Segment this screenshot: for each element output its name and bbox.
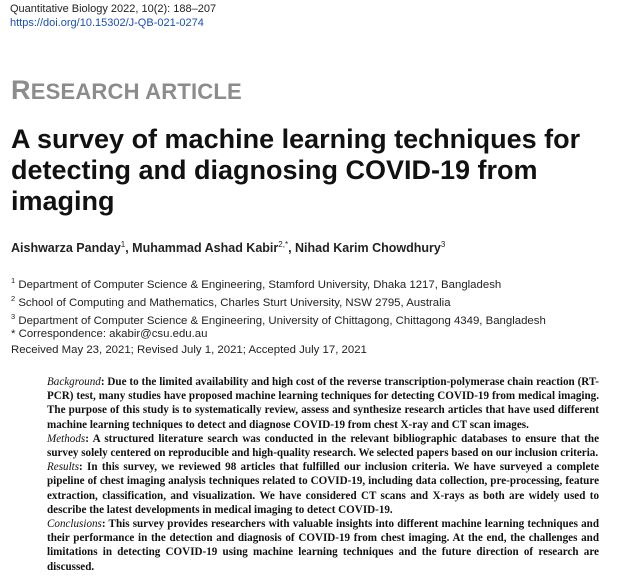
affiliation-text: School of Computing and Mathematics, Charles Sturt University, NSW 2795, Australia [15,296,451,309]
affiliation-line [11,310,546,328]
abstract-paragraph-results [47,460,599,517]
abstract-text: : In this survey, we reviewed 98 articles that fulfilled our inclusion criteria. We have surveyed a complete pipeline of chest imaging analysis techniques related to COVID-19, including data collection, pre-processing, feature extraction, classification, and visualization. We have considered CT scans and X-rays as both are widely used to describe the latest developments in medical imaging to detect COVID-19. [47,461,599,516]
author-list [11,240,445,255]
author-separator: , [288,241,296,256]
journal-citation: Quantitative Biology 2022, 10(2): 188–207 [10,3,217,15]
author-name: Nihad Karim Chowdhury [295,241,441,256]
author-affiliation-mark: 2,* [278,240,289,249]
author-name: Muhammad Ashad Kabir [132,241,279,256]
affiliation-text: Department of Computer Science & Engineering, Stamford University, Dhaka 1217, Bangladesh [15,278,502,291]
abstract-paragraph-background [47,375,599,432]
abstract-paragraph-conclusions [47,517,599,574]
article-type-label [11,75,242,106]
paper-title: A survey of machine learning techniques for detecting and diagnosing COVID-19 from imaging [11,124,581,216]
doi-link[interactable]: https://doi.org/10.15302/J-QB-021-0274 [10,17,204,29]
author-name: Aishwarza Panday [11,241,121,256]
author-affiliation-mark: 1 [120,240,126,249]
affiliation-line [11,274,546,292]
author-separator: , [125,241,133,256]
abstract-label: Conclusions [47,518,102,531]
affiliation-text: Department of Computer Science & Engineering, University of Chittagong, Chittagong 4349, Bangladesh [15,314,546,327]
affiliations [11,274,546,341]
affiliation-mark: 2 [11,293,16,303]
abstract-paragraph-methods [47,432,599,460]
abstract-text: : Due to the limited availability and high cost of the reverse transcription-polymerase chain reaction (RT-PCR) test, many studies have proposed machine learning techniques for detecting COVID-19 from medical imaging. The purpose of this study is to systematically review, assess and synthesize research articles that have used different machine learning techniques to detect and diagnose COVID-19 from chest X-ray and CT scan images. [47,376,599,431]
abstract-text: : A structured literature search was conducted in the relevant bibliographic databases to ensure that the survey solely centered on reproducible and high-quality research. We selected papers based on our inclusion criteria. [47,432,599,460]
affiliation-line [11,292,546,310]
affiliation-mark: 3 [11,311,16,321]
article-type-initial: R [11,75,31,105]
abstract-label: Background [47,376,101,388]
article-type-rest: ESEARCH ARTICLE [30,79,242,104]
abstract-label: Methods [47,432,86,445]
affiliation-mark: 1 [11,276,16,285]
publication-dates: Received May 23, 2021; Revised July 1, 2021; Accepted July 17, 2021 [11,344,367,356]
author-affiliation-mark: 3 [440,240,446,249]
correspondence: * Correspondence: akabir@csu.edu.au [11,328,208,341]
abstract [47,375,599,574]
abstract-text: : This survey provides researchers with valuable insights into different machine learning techniques and their performance in the detection and diagnosis of COVID-19 from chest imaging. At the end, the challenges and limitations in detecting COVID-19 using machine learning techniques and the future direction of research are discussed. [47,518,599,573]
abstract-label: Results [47,461,80,474]
